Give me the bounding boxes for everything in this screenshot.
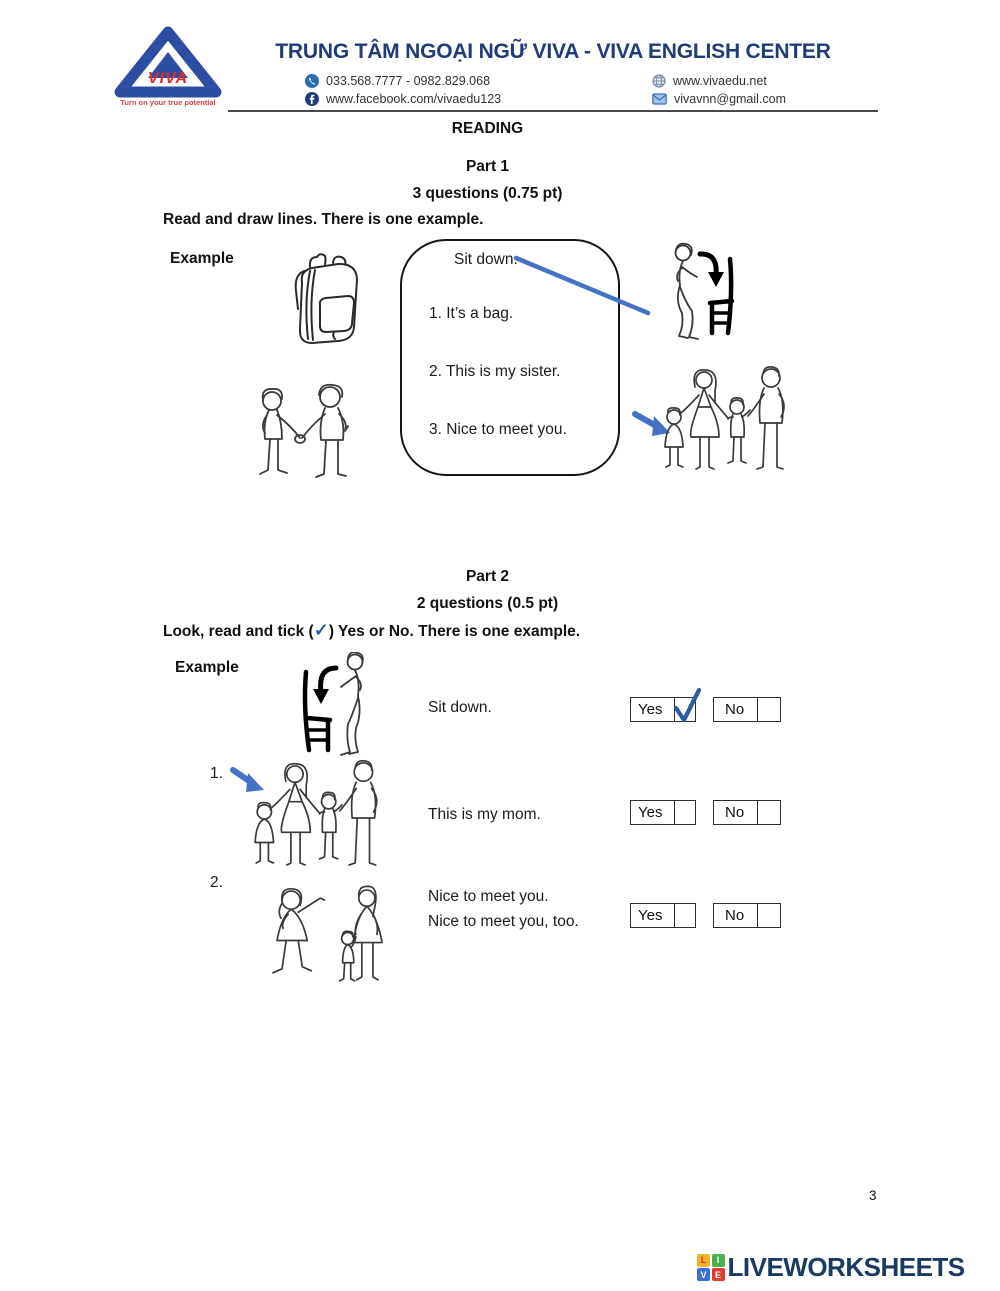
part2-subtitle: 2 questions (0.5 pt) xyxy=(416,595,559,612)
row1-yes-tick-cell[interactable] xyxy=(675,801,695,824)
no-label: No xyxy=(714,698,758,721)
row2-number: 2. xyxy=(210,874,223,891)
liveworksheets-tiles-icon xyxy=(697,1254,725,1282)
row2-sentence-2: Nice to meet you, too. xyxy=(428,913,579,930)
email-contact[interactable] xyxy=(652,92,786,106)
part2-title: Part 2 xyxy=(465,568,510,585)
email-text: vivavnn@gmail.com xyxy=(674,92,787,106)
facebook-icon xyxy=(305,92,319,106)
email-icon xyxy=(652,93,667,105)
row2-no-tick-cell[interactable] xyxy=(758,904,780,927)
part1-example-sentence[interactable]: Sit down. xyxy=(454,251,518,268)
reading-title: READING xyxy=(451,120,524,137)
tile-v: V xyxy=(697,1268,710,1281)
family-illustration[interactable] xyxy=(658,365,800,479)
part2-example-label: Example xyxy=(175,659,239,676)
yes-label: Yes xyxy=(631,698,675,721)
part2-instruction-before: Look, read and tick ( xyxy=(163,623,314,640)
website-contact[interactable] xyxy=(652,74,767,88)
row1-no-tick-cell[interactable] xyxy=(758,801,780,824)
part1-title: Part 1 xyxy=(465,158,510,175)
tile-e: E xyxy=(712,1268,725,1281)
sit-down-illustration-2 xyxy=(292,652,384,762)
part2-instruction xyxy=(163,620,580,641)
globe-icon xyxy=(652,74,666,88)
tick-icon: ✓ xyxy=(313,620,329,640)
tile-i: I xyxy=(712,1254,725,1267)
viva-logo xyxy=(112,26,224,110)
part1-subtitle: 3 questions (0.75 pt) xyxy=(412,185,563,202)
no-label: No xyxy=(714,904,758,927)
row2-sentence: Nice to meet you. xyxy=(428,888,549,905)
part1-instruction: Read and draw lines. There is one example. xyxy=(163,211,484,228)
facebook-contact[interactable] xyxy=(305,92,501,106)
family-illustration-2 xyxy=(248,757,393,877)
no-label: No xyxy=(714,801,758,824)
page-number: 3 xyxy=(869,1188,877,1203)
facebook-text: www.facebook.com/vivaedu123 xyxy=(326,92,502,106)
example-no-tick-cell[interactable] xyxy=(758,698,780,721)
phone-icon xyxy=(305,74,319,88)
example-tick-icon xyxy=(672,685,702,725)
backpack-illustration[interactable] xyxy=(276,247,371,349)
row1-sentence: This is my mom. xyxy=(428,806,541,823)
row1-yes-checkbox[interactable] xyxy=(630,800,696,825)
part1-sentence-2[interactable]: 2. This is my sister. xyxy=(429,363,561,380)
row2-yes-tick-cell[interactable] xyxy=(675,904,695,927)
boys-greeting-illustration[interactable] xyxy=(242,382,370,482)
part2-example-sentence: Sit down. xyxy=(428,699,492,716)
girl-greeting-illustration xyxy=(252,884,402,990)
yes-label: Yes xyxy=(631,904,675,927)
row1-no-checkbox[interactable] xyxy=(713,800,781,825)
viva-tagline: Turn on your true potential xyxy=(120,98,216,107)
yes-label: Yes xyxy=(631,801,675,824)
liveworksheets-wordmark: LIVEWORKSHEETS xyxy=(727,1252,965,1282)
part1-sentence-1[interactable]: 1. It’s a bag. xyxy=(429,305,514,322)
part2-instruction-after: ) Yes or No. There is one example. xyxy=(328,623,581,640)
center-title: TRUNG TÂM NGOẠI NGỮ VIVA - VIVA ENGLISH CENTER xyxy=(275,40,831,63)
website-text: www.vivaedu.net xyxy=(673,74,767,88)
phone-contact xyxy=(305,74,490,88)
row1-number: 1. xyxy=(210,765,223,782)
liveworksheets-logo[interactable] xyxy=(697,1252,965,1283)
header-divider xyxy=(228,110,878,112)
tile-l: L xyxy=(697,1254,710,1267)
viva-brand-text: VIVA xyxy=(147,70,189,87)
part1-example-label: Example xyxy=(170,250,234,267)
part1-sentence-3[interactable]: 3. Nice to meet you. xyxy=(429,421,567,438)
phone-text: 033.568.7777 - 0982.829.068 xyxy=(326,74,491,88)
sit-down-illustration[interactable] xyxy=(654,241,746,345)
row2-yes-checkbox[interactable] xyxy=(630,903,696,928)
answer-line xyxy=(512,251,654,319)
example-no-checkbox[interactable] xyxy=(713,697,781,722)
row2-no-checkbox[interactable] xyxy=(713,903,781,928)
